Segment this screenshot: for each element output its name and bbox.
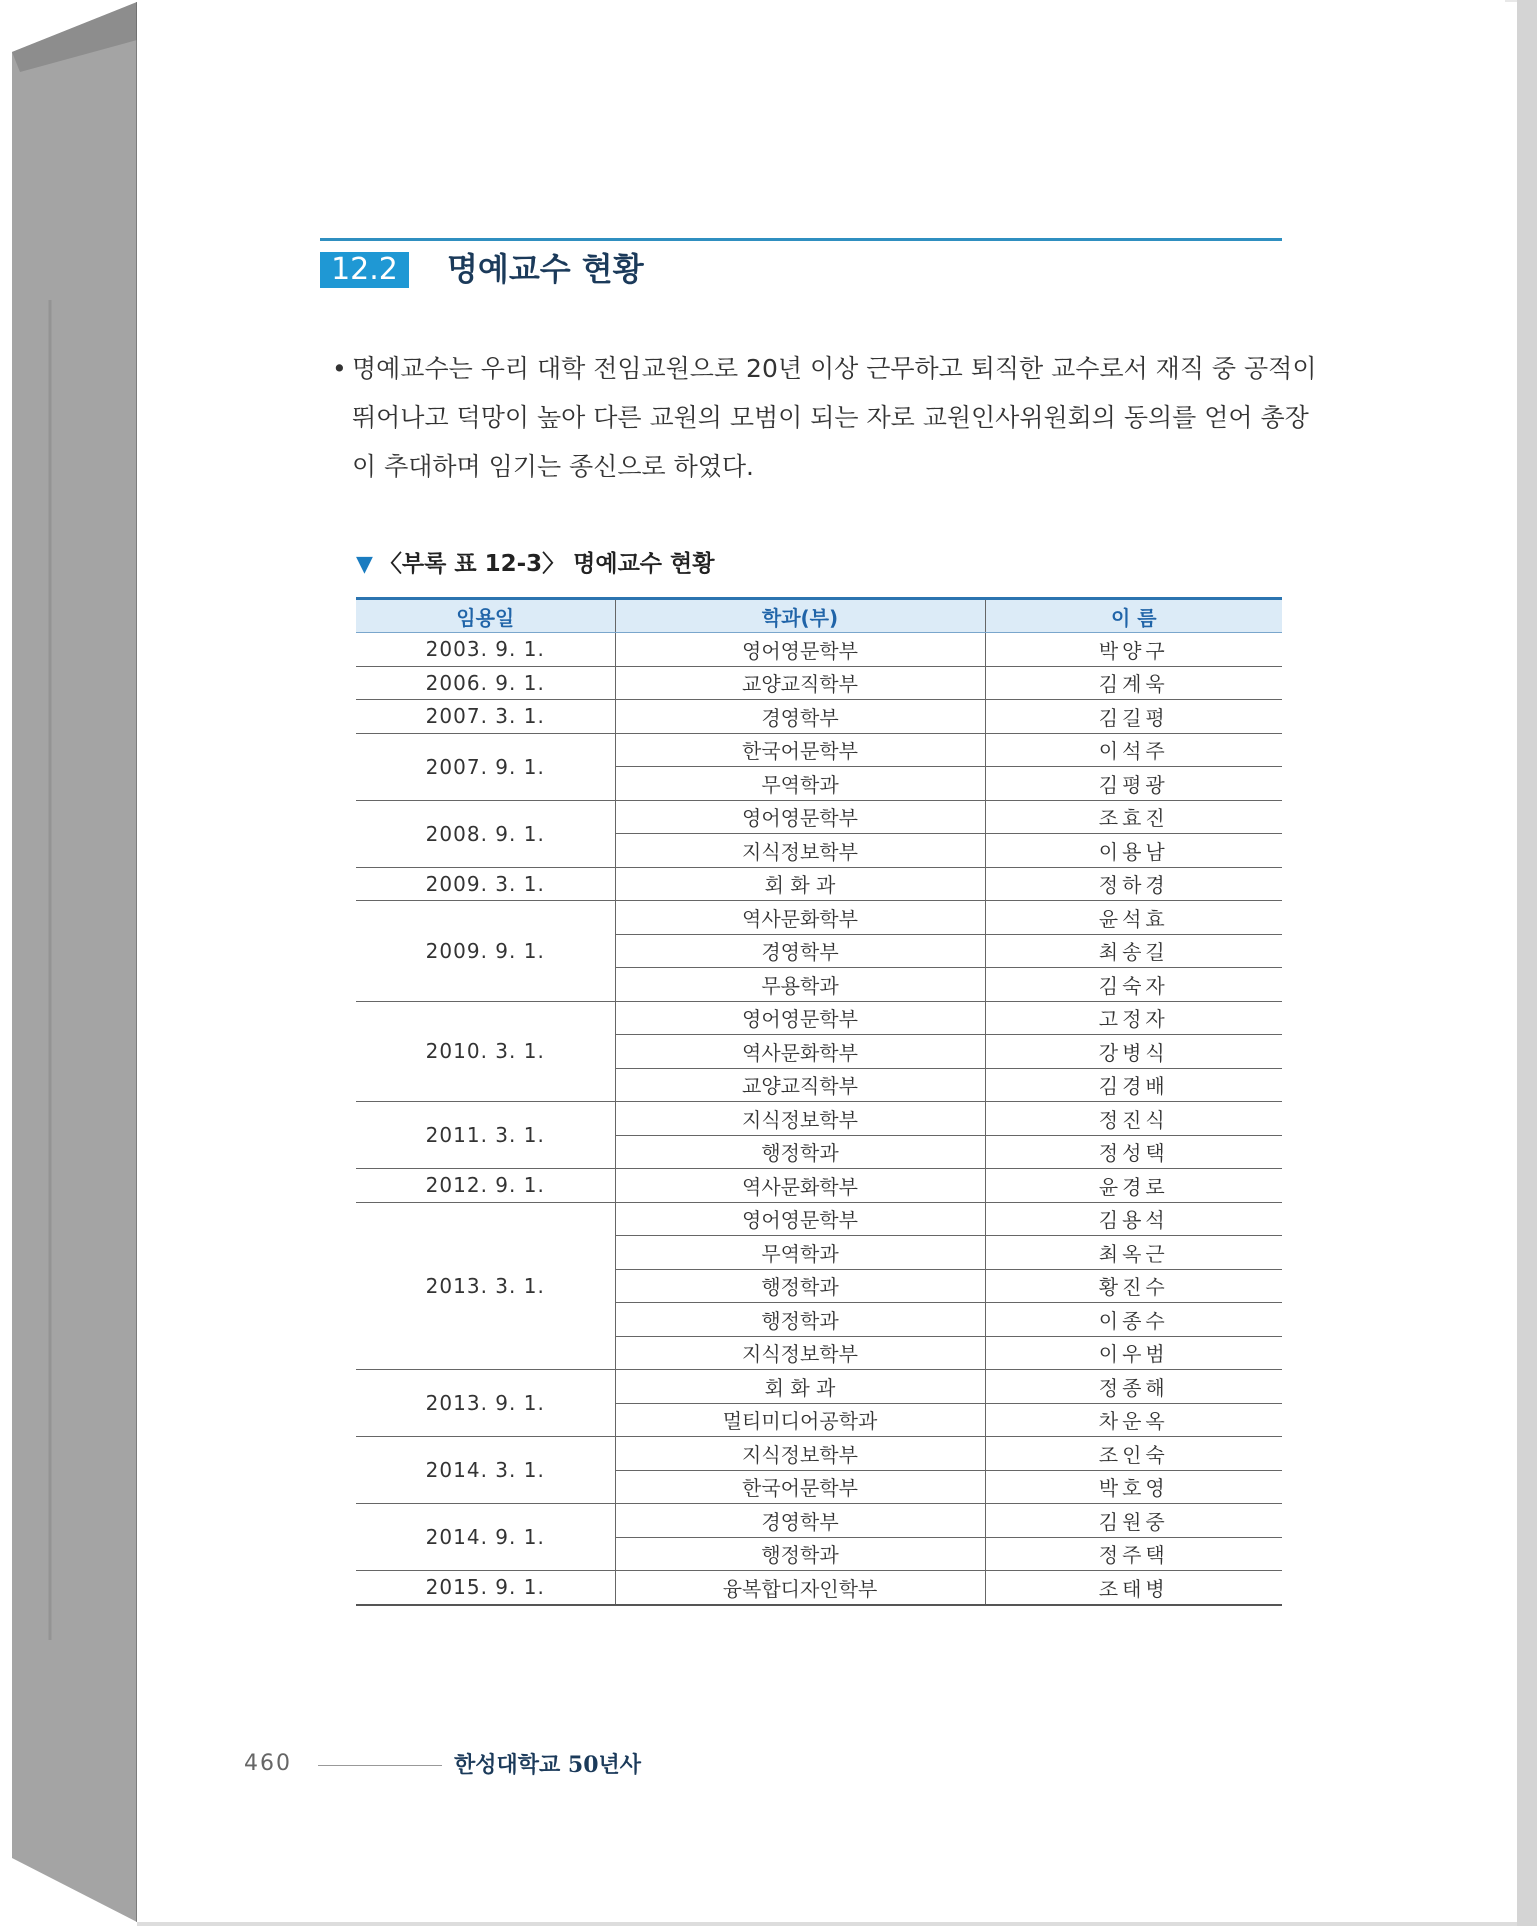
paragraph-line: 명예교수는 우리 대학 전임교원으로 20년 이상 근무하고 퇴직한 교수로서 재직 중 공적이 [352,354,1317,383]
page-number: 460 [244,1751,292,1776]
table-row [356,1504,1282,1538]
paragraph-line: 뛰어나고 덕망이 높아 다른 교원의 모범이 되는 자로 교원인사위원회의 동의를 얻어 총장 [352,403,1309,432]
table-row [356,666,1282,700]
professor-name-cell: 박호영 [985,1470,1282,1504]
table-row [356,1102,1282,1136]
appointment-date-cell: 2014. 3. 1. [356,1437,615,1504]
bullet-icon: • [332,354,347,383]
department-cell: 역사문화학부 [615,1035,985,1069]
appointment-date-cell: 2008. 9. 1. [356,800,615,867]
department-cell: 교양교직학부 [615,1068,985,1102]
appointment-date-cell: 2009. 9. 1. [356,901,615,1002]
professor-name-cell: 조효진 [985,800,1282,834]
table-row [356,1437,1282,1471]
professor-name-cell: 정주택 [985,1537,1282,1571]
professor-name-cell: 최옥근 [985,1236,1282,1270]
department-cell: 지식정보학부 [615,1102,985,1136]
footer-divider [318,1765,442,1766]
professor-name-cell: 윤경로 [985,1169,1282,1203]
table-row [356,867,1282,901]
professor-name-cell: 강병식 [985,1035,1282,1069]
appointment-date-cell: 2003. 9. 1. [356,633,615,667]
department-cell: 회 화 과 [615,867,985,901]
department-cell: 영어영문학부 [615,1001,985,1035]
department-cell: 행정학과 [615,1303,985,1337]
appointment-date-cell: 2011. 3. 1. [356,1102,615,1169]
emeritus-table [356,597,1282,1606]
professor-name-cell: 정진식 [985,1102,1282,1136]
professor-name-cell: 조태병 [985,1571,1282,1605]
table-caption [356,548,714,581]
department-cell: 융복합디자인학부 [615,1571,985,1605]
department-cell: 영어영문학부 [615,1202,985,1236]
professor-name-cell: 이종수 [985,1303,1282,1337]
appointment-date-cell: 2013. 3. 1. [356,1202,615,1370]
appointment-date-cell: 2007. 3. 1. [356,700,615,734]
appointment-date-cell: 2015. 9. 1. [356,1571,615,1605]
professor-name-cell: 고정자 [985,1001,1282,1035]
department-cell: 행정학과 [615,1269,985,1303]
professor-name-cell: 조인숙 [985,1437,1282,1471]
table-caption-text: 〈부록 표 12-3〉 명예교수 현황 [378,551,715,577]
table-header-row [356,599,1282,633]
professor-name-cell: 김길평 [985,700,1282,734]
table-row [356,733,1282,767]
professor-name-cell: 최송길 [985,934,1282,968]
professor-name-cell: 차운옥 [985,1403,1282,1437]
table-row [356,700,1282,734]
professor-name-cell: 김경배 [985,1068,1282,1102]
professor-name-cell: 김숙자 [985,968,1282,1002]
header-department: 학과(부) [615,599,985,633]
department-cell: 경영학부 [615,1504,985,1538]
professor-name-cell: 이우범 [985,1336,1282,1370]
section-number-badge: 12.2 [320,252,409,288]
department-cell: 무역학과 [615,1236,985,1270]
department-cell: 행정학과 [615,1135,985,1169]
table-body [356,633,1282,1605]
table-row [356,633,1282,667]
appointment-date-cell: 2012. 9. 1. [356,1169,615,1203]
department-cell: 경영학부 [615,700,985,734]
professor-name-cell: 김계욱 [985,666,1282,700]
department-cell: 지식정보학부 [615,1437,985,1471]
appointment-date-cell: 2009. 3. 1. [356,867,615,901]
section-title: 명예교수 현황 [447,250,644,288]
professor-name-cell: 정성택 [985,1135,1282,1169]
professor-name-cell: 윤석효 [985,901,1282,935]
department-cell: 교양교직학부 [615,666,985,700]
table-row [356,1202,1282,1236]
department-cell: 한국어문학부 [615,1470,985,1504]
header-date: 임용일 [356,599,615,633]
appointment-date-cell: 2006. 9. 1. [356,666,615,700]
department-cell: 영어영문학부 [615,800,985,834]
paragraph-line: 이 추대하며 임기는 종신으로 하였다. [352,452,754,481]
professor-name-cell: 정하경 [985,867,1282,901]
appointment-date-cell: 2007. 9. 1. [356,733,615,800]
professor-name-cell: 김평광 [985,767,1282,801]
professor-name-cell: 황진수 [985,1269,1282,1303]
department-cell: 역사문화학부 [615,1169,985,1203]
table-row [356,1001,1282,1035]
appointment-date-cell: 2013. 9. 1. [356,1370,615,1437]
department-cell: 지식정보학부 [615,834,985,868]
department-cell: 무역학과 [615,767,985,801]
appointment-date-cell: 2010. 3. 1. [356,1001,615,1102]
table-row [356,1169,1282,1203]
appointment-date-cell: 2014. 9. 1. [356,1504,615,1571]
table-row [356,901,1282,935]
department-cell: 회 화 과 [615,1370,985,1404]
department-cell: 지식정보학부 [615,1336,985,1370]
professor-name-cell: 김용석 [985,1202,1282,1236]
professor-name-cell: 이석주 [985,733,1282,767]
table-row [356,1370,1282,1404]
book-title: 한성대학교 50년사 [454,1752,642,1778]
department-cell: 행정학과 [615,1537,985,1571]
department-cell: 영어영문학부 [615,633,985,667]
department-cell: 멀티미디어공학과 [615,1403,985,1437]
header-name: 이 름 [985,599,1282,633]
professor-name-cell: 정종해 [985,1370,1282,1404]
section-top-rule [320,238,1282,241]
table-row [356,800,1282,834]
table-row [356,1571,1282,1605]
triangle-down-icon: ▼ [356,552,373,577]
department-cell: 경영학부 [615,934,985,968]
professor-name-cell: 이용남 [985,834,1282,868]
professor-name-cell: 김원중 [985,1504,1282,1538]
department-cell: 역사문화학부 [615,901,985,935]
intro-paragraph [332,344,1317,491]
department-cell: 무용학과 [615,968,985,1002]
professor-name-cell: 박양구 [985,633,1282,667]
department-cell: 한국어문학부 [615,733,985,767]
